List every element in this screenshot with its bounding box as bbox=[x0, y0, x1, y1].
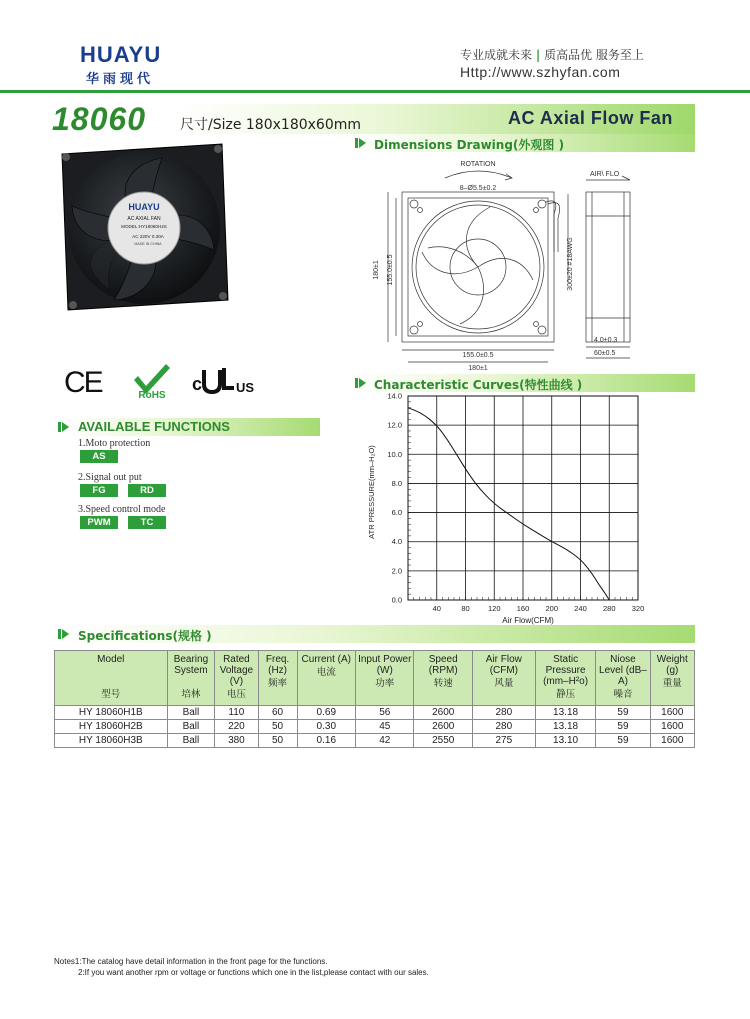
col-power-en: Input Power (W) bbox=[358, 654, 412, 676]
section-arrow-icon bbox=[355, 137, 367, 149]
rohs-logo-text: RoHS bbox=[138, 390, 166, 400]
fan-label-line2: MODEL:HY18060H2S bbox=[121, 224, 167, 229]
function-chip-pwm: PWM bbox=[80, 516, 118, 529]
cell-noise: 59 bbox=[596, 706, 650, 720]
x-tick-label: 160 bbox=[516, 604, 530, 613]
col-model bbox=[55, 651, 168, 706]
col-weight bbox=[650, 651, 694, 706]
col-pressure-en: Static Pressure (mm–H²o) bbox=[543, 654, 589, 687]
cell-frequency: 60 bbox=[258, 706, 297, 720]
chart-ticks bbox=[387, 392, 644, 614]
col-voltage-en: Rated Voltage (V) bbox=[219, 654, 254, 687]
dimensions-title: Dimensions Drawing(外观图 ) bbox=[374, 138, 565, 152]
cell-speed: 2600 bbox=[414, 706, 472, 720]
chart-grid bbox=[408, 396, 638, 600]
section-arrow-icon bbox=[58, 628, 70, 640]
cell-frequency: 50 bbox=[258, 734, 297, 748]
slogan bbox=[460, 46, 644, 63]
cell-airflow: 275 bbox=[472, 734, 535, 748]
cell-noise: 59 bbox=[596, 720, 650, 734]
table-row bbox=[55, 734, 695, 748]
y-tick-label: 2.0 bbox=[391, 566, 402, 576]
cell-voltage: 220 bbox=[215, 720, 258, 734]
cell-model: HY 18060H1B bbox=[55, 706, 168, 720]
brand-logo-text: HUAYU bbox=[80, 42, 162, 67]
col-bearing-en: Bearing System bbox=[173, 654, 209, 676]
col-speed-cn: 转速 bbox=[433, 678, 453, 689]
col-power bbox=[356, 651, 414, 706]
spec-header-row bbox=[55, 651, 695, 706]
note-line-1: Notes1:The catalog have detail information in the front page for the functions. bbox=[54, 957, 328, 966]
col-pressure bbox=[535, 651, 596, 706]
cell-bearing: Ball bbox=[167, 734, 215, 748]
fan-label-line4: MADE IN CHINA bbox=[134, 242, 162, 246]
fan-label-line1: AC AXIAL FAN bbox=[127, 216, 161, 222]
col-frequency-cn: 频率 bbox=[268, 678, 288, 689]
cell-weight: 1600 bbox=[650, 706, 694, 720]
col-voltage bbox=[215, 651, 258, 706]
cell-power: 42 bbox=[356, 734, 414, 748]
cell-power: 45 bbox=[356, 720, 414, 734]
dim-180-horizontal: 180±1 bbox=[468, 365, 488, 372]
x-tick-label: 280 bbox=[602, 604, 616, 613]
slogan-part-b: 质高品优 服务至上 bbox=[544, 48, 644, 62]
function-label-signal: 2.Signal out put bbox=[78, 472, 142, 483]
dim-60-label: 60±0.5 bbox=[594, 350, 616, 357]
cell-voltage: 380 bbox=[215, 734, 258, 748]
ce-logo: CE bbox=[64, 366, 102, 399]
x-tick-label: 80 bbox=[461, 604, 470, 613]
notes bbox=[54, 956, 429, 978]
cell-pressure: 13.18 bbox=[535, 720, 596, 734]
function-label-protection: 1.Moto protection bbox=[78, 438, 151, 449]
cell-current: 0.30 bbox=[297, 720, 355, 734]
cell-frequency: 50 bbox=[258, 720, 297, 734]
wire-spec: 300±20 #18AWG bbox=[567, 237, 574, 291]
col-airflow bbox=[472, 651, 535, 706]
y-tick-label: 4.0 bbox=[391, 537, 402, 547]
x-tick-label: 240 bbox=[574, 604, 587, 613]
cell-noise: 59 bbox=[596, 734, 650, 748]
function-chip-rd: RD bbox=[128, 484, 166, 497]
col-airflow-cn: 风量 bbox=[494, 678, 514, 689]
col-current-en: Current (A) bbox=[301, 654, 351, 665]
cell-bearing: Ball bbox=[167, 720, 215, 734]
col-current-cn: 电流 bbox=[316, 667, 336, 678]
y-tick-label: 12.0 bbox=[387, 420, 402, 430]
fan-label-line3: AC 220V 0.30A bbox=[132, 234, 164, 239]
cell-weight: 1600 bbox=[650, 734, 694, 748]
size-text: 尺寸/Size 180x180x60mm bbox=[180, 117, 362, 133]
col-frequency-en: Freq. (Hz) bbox=[265, 654, 290, 676]
y-tick-label: 6.0 bbox=[391, 508, 402, 518]
cell-model: HY 18060H2B bbox=[55, 720, 168, 734]
col-speed-en: Speed (RPM) bbox=[428, 654, 458, 676]
cell-speed: 2550 bbox=[414, 734, 472, 748]
col-airflow-en: Air Flow (CFM) bbox=[485, 654, 522, 676]
col-weight-en: Weight (g) bbox=[656, 654, 688, 676]
dim-4-label: 4.0±0.3 bbox=[594, 337, 618, 344]
rotation-label: ROTATION bbox=[460, 161, 496, 168]
note-line-2: 2:If you want another rpm or voltage or functions which one in the list,please contact with our sales. bbox=[78, 968, 429, 977]
cell-power: 56 bbox=[356, 706, 414, 720]
spec-table bbox=[54, 650, 695, 748]
col-power-cn: 功率 bbox=[375, 678, 395, 689]
cell-speed: 2600 bbox=[414, 720, 472, 734]
x-tick-label: 200 bbox=[545, 604, 559, 613]
col-noise-cn: 噪音 bbox=[613, 689, 633, 700]
col-weight-cn: 重量 bbox=[662, 678, 682, 689]
table-row bbox=[55, 706, 695, 720]
col-noise bbox=[596, 651, 650, 706]
col-bearing bbox=[167, 651, 215, 706]
cell-voltage: 110 bbox=[215, 706, 258, 720]
col-pressure-cn: 静压 bbox=[556, 689, 576, 700]
cell-pressure: 13.18 bbox=[535, 706, 596, 720]
dim-155-horizontal: 155.0±0.5 bbox=[462, 352, 494, 359]
specs-title: Specifications(规格 ) bbox=[78, 629, 212, 643]
y-axis-label: ATR PRESSURE(mm–H₂O) bbox=[367, 445, 376, 539]
ul-logo-us: US bbox=[236, 380, 255, 395]
product-type: AC Axial Flow Fan bbox=[508, 108, 673, 128]
dim-180-vertical: 180±1 bbox=[373, 260, 380, 280]
fan-label-brand: HUAYU bbox=[128, 202, 160, 212]
y-tick-label: 0.0 bbox=[391, 595, 402, 605]
fan-photo bbox=[52, 140, 232, 314]
function-chip-as: AS bbox=[80, 450, 118, 463]
x-tick-label: 120 bbox=[487, 604, 501, 613]
slogan-part-a: 专业成就未来 bbox=[460, 48, 533, 62]
col-model-cn: 型号 bbox=[101, 689, 121, 700]
cell-current: 0.16 bbox=[297, 734, 355, 748]
y-tick-label: 8.0 bbox=[391, 478, 402, 488]
col-noise-en: Niose Level (dB–A) bbox=[599, 654, 647, 687]
cell-current: 0.69 bbox=[297, 706, 355, 720]
model-number: 18060 bbox=[52, 101, 146, 137]
section-arrow-icon bbox=[58, 421, 70, 433]
brand-logo-chinese: 华雨现代 bbox=[86, 72, 155, 87]
col-speed bbox=[414, 651, 472, 706]
slogan-separator: | bbox=[535, 48, 541, 62]
dimensions-drawing bbox=[350, 152, 695, 374]
airflow-label: AIR\ FLO bbox=[590, 171, 620, 178]
functions-title: AVAILABLE FUNCTIONS bbox=[78, 419, 230, 434]
col-voltage-cn: 电压 bbox=[226, 689, 246, 700]
function-chip-tc: TC bbox=[128, 516, 166, 529]
x-tick-label: 320 bbox=[631, 604, 645, 613]
col-frequency bbox=[258, 651, 297, 706]
cell-airflow: 280 bbox=[472, 720, 535, 734]
function-chip-fg: FG bbox=[80, 484, 118, 497]
header-divider bbox=[0, 90, 750, 93]
col-current bbox=[297, 651, 355, 706]
cell-weight: 1600 bbox=[650, 720, 694, 734]
dim-155-vertical: 155.0±0.5 bbox=[387, 254, 394, 286]
x-axis-label: Air Flow(CFM) bbox=[502, 616, 554, 625]
x-tick-label: 40 bbox=[432, 604, 441, 613]
col-model-en: Model bbox=[97, 654, 125, 665]
holes-label: 8–Ø5.5±0.2 bbox=[459, 185, 497, 192]
ul-logo bbox=[190, 364, 260, 396]
rohs-logo bbox=[130, 360, 174, 400]
cell-airflow: 280 bbox=[472, 706, 535, 720]
ul-logo-c: c bbox=[192, 374, 203, 394]
y-tick-label: 14.0 bbox=[387, 391, 402, 401]
website-link[interactable]: Http://www.szhyfan.com bbox=[460, 64, 621, 80]
curves-title: Characteristic Curves(特性曲线 ) bbox=[374, 378, 583, 392]
col-bearing-cn: 培林 bbox=[181, 689, 201, 700]
cell-pressure: 13.10 bbox=[535, 734, 596, 748]
table-row bbox=[55, 720, 695, 734]
characteristic-curve-chart bbox=[350, 388, 695, 626]
y-tick-label: 10.0 bbox=[387, 449, 402, 459]
cell-model: HY 18060H3B bbox=[55, 734, 168, 748]
cell-bearing: Ball bbox=[167, 706, 215, 720]
function-label-speed: 3.Speed control mode bbox=[78, 504, 166, 515]
